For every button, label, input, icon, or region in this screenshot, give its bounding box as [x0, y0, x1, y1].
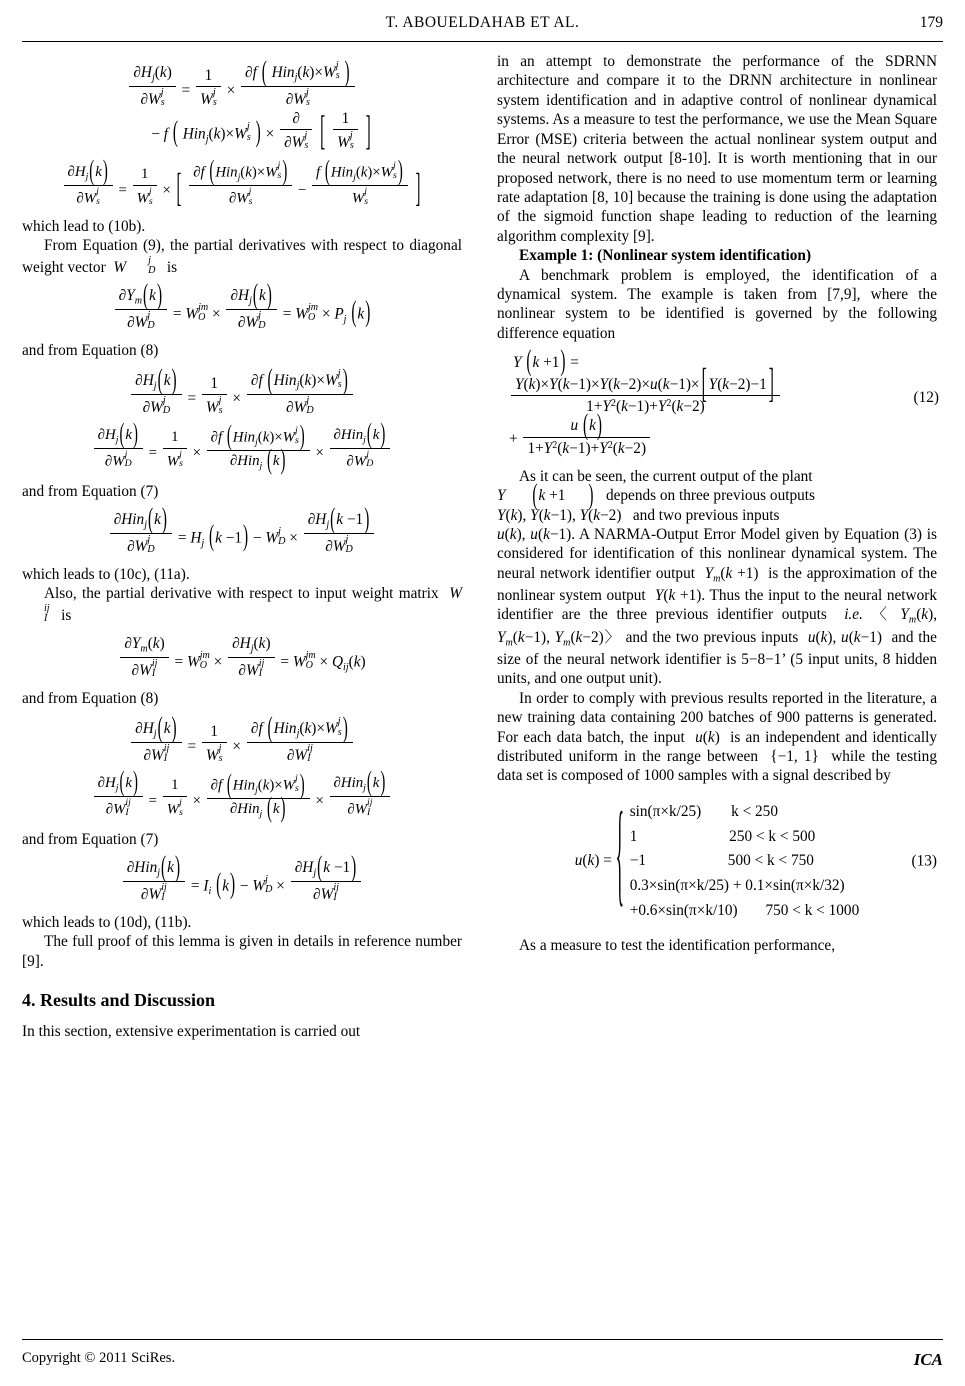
text-in-this-section: In this section, extensive experimentation is carried out	[22, 1023, 361, 1041]
equation-13: u(k) = { sin(π×k/25) k < 250 1 250 < k < 500 −1 500 < k < 750 0.3×sin(π×k/25) + 0.1×sin(π×k/32) +0.6×sin(π×k/10) 750 < k < 1000 (13)	[497, 800, 937, 924]
paragraph-plant-output: As it can be seen, the current output of the plant Y (k +1 ) depends on three previous outputs Y(k), Y(k−1), Y(k−2) and two previous inputs u(k), u(k−1). A NARMA-Output Error Model given by Equation (3) is considered for identification of this nonlinear dynamical system. The neural network identifier output $Y_m(k +1)$ is the approximation of the nonlinear system output Y(k +1). Thus the input to the neural network identifier are the three previous identifier outputs i.e. 〈 $Y_m(k)$, $Y_m(k-1)$, $Y_m(k-2)$〉 and the two previous inputs u(k), u(k−1) and the size of the neural network identifier is 5−8−1’ (5 input units, 8 hidden units, and one output unit).	[497, 467, 938, 688]
text-and-from-equation-8b: and from Equation (8)	[22, 689, 159, 707]
text-and-from-equation-7b: and from Equation (7)	[22, 830, 159, 848]
equation-dhin-dwd: ∂Hin$_j$(k) ∂W j D = $H_j$ (k −1) − W j D × $\partial H_j(k -1)$ ∂W j D	[22, 510, 462, 556]
case-row-2	[630, 825, 860, 850]
text-from-equation-9: From Equation (9), the partial derivatives with respect to diagonal weight vector W j D is	[22, 237, 462, 276]
paragraph-measure-performance: As a measure to test the identification performance,	[519, 936, 836, 954]
para3-part-b: depends on three previous outputs	[605, 487, 815, 505]
example-heading-paragraph	[497, 246, 937, 265]
equation-dhj-dws: $\partial H_j(k)$ ∂W j s = 1 W j s × ∂f ( Hin$_j$(k)×W j s ) ∂W j s − f ( Hin$_j$(k)×W j s ) × ∂ ∂W j s [ 1 W j s ]	[22, 61, 462, 152]
example-heading: Example 1: (Nonlinear system identification)	[519, 247, 812, 265]
copyright-text: Copyright © 2011 SciRes.	[22, 1350, 176, 1366]
para3-part-h: and the two previous inputs	[625, 628, 799, 646]
text-also-partial-derivative: Also, the partial derivative with respect to input weight matrix W ij I is	[44, 585, 462, 625]
right-column	[497, 52, 937, 955]
para3-part-a: As it can be seen, the current output of the plant	[519, 467, 813, 485]
text-also-part2: is	[61, 606, 72, 624]
equation-dhj-dws-combined: $\partial H_j(k)$ ∂W j s = 1 W j s × [ ∂f (Hin$_j$(k)×W j s ) ∂W j s − f (Hin$_j$(k)×W j s ) W j s ]	[22, 161, 462, 208]
case-1-cond: k < 250	[731, 802, 778, 820]
paragraph-benchmark: A benchmark problem is employed, the identification of a dynamical system. The example is taken from [7,9], where the nonlinear system to be identified is governed by the following difference equation	[497, 266, 937, 342]
case-5-expr: +0.6×sin(π×k/10)	[629, 901, 738, 919]
text-which-leads-10c-11a: which leads to (10c), (11a).	[22, 565, 190, 583]
equation-13-number: (13)	[911, 852, 937, 870]
paragraph-training-data: In order to comply with previous results reported in the literature, a new training data containing 200 batches of 900 patterns is generated. For each data batch, the input u(k) is an independent and identically distributed uniform in the range between {−1, 1} while the testing data set is composed of 1000 samples with a signal described by	[497, 689, 937, 785]
footer-rule	[22, 1339, 943, 1340]
equation-dym-dwi: $\partial Y_m(k)$ ∂W ij I = W jm O × $\partial H_j(k)$ ∂W ij I = W jm O × $Q_{ij}(k)$	[22, 634, 462, 680]
case-5-cond: 750 < k < 1000	[765, 901, 860, 919]
brace-glyph: {	[615, 796, 624, 920]
page-number: 179	[919, 14, 943, 31]
running-title: T. ABOUELDAHAB ET AL.	[385, 14, 580, 31]
para3-part-c: and two previous inputs	[632, 506, 780, 524]
equation-12-number: (12)	[913, 389, 939, 407]
case-row-4	[630, 874, 860, 899]
case-row-3	[630, 849, 860, 874]
case-2-expr: 1	[629, 827, 638, 845]
header-rule	[22, 41, 943, 42]
journal-abbrev: ICA	[913, 1350, 943, 1369]
para3-part-i: and the size of the neural network identifier is	[497, 628, 937, 668]
section-heading-results: 4. Results and Discussion	[22, 990, 216, 1011]
equation-dhj-dwi-1: $\partial H_j(k)$ ∂W ij I = 1 W j s × ∂f (Hin$_j$(k)×W j s ) ∂W ij I	[22, 717, 462, 765]
equation-12: Y (k +1) = $\frac{Y(k)\times Y(k-1)\times Y(k-2)\times u(k-1)\times [ Y(k-2)-1 ]}{1+Y^2(k-1)+Y^2(k-2)}$ (12) + $\frac{u (k)}{1+Y^2(k-1)+Y^2(k-2)}$	[509, 345, 939, 457]
case-4-expr: 0.3×sin(π×k/25) + 0.1×sin(π×k/32)	[629, 877, 845, 895]
text-also-part1: Also, the partial derivative with respect to input weight matrix	[44, 585, 439, 603]
case-2-cond: 250 < k < 500	[729, 827, 816, 845]
para4-part-a: In order to comply with previous results reported in the literature, a new training data containing 200 batches of 900 patterns is generated. For each data batch, the input	[497, 689, 937, 746]
case-row-1	[630, 800, 860, 825]
equation-dym-dwd: $\partial Y_m(k)$ ∂W j D = W jm O × $\partial H_j(k)$ ∂W j D = W jm O × $P_j$ (k)	[22, 286, 462, 332]
equation-dhj-dwi-2: $\partial H_j(k)$ ∂W ij I = 1 W j s × ∂f (Hin$_j$(k)×W j s ) ∂Hin$_j$ (k) × ∂Hin$_j$(k) ∂W ij I	[22, 774, 462, 821]
case-row-5	[630, 899, 860, 924]
text-which-lead-10b: which lead to (10b).	[22, 217, 146, 235]
left-column	[22, 52, 462, 1042]
para3-part-k: (5 input units, 8 hidden units, and one output unit).	[497, 650, 937, 688]
text-from-equation-9-part1: From Equation (9), the partial derivatives with respect to diagonal weight vector	[22, 237, 462, 276]
para4-part-b: is an independent and identically distributed uniform in the range between	[497, 728, 937, 766]
equation-dhj-dwd-2: $\partial H_j(k)$ ∂W j D = 1 W j s × ∂f (Hin$_j$(k)×W j s ) ∂Hin$_j$ (k) × ∂Hin$_j$(k) ∂W j D	[22, 426, 462, 473]
para3-ie: i.e.	[844, 606, 863, 624]
equation-dhj-dwd-1: $\partial H_j(k)$ ∂W j D = 1 W j s × ∂f (Hin$_j$(k)×W j s ) ∂W j D	[22, 369, 462, 417]
case-3-cond: 500 < k < 750	[727, 852, 814, 870]
case-3-expr: −1	[629, 852, 646, 870]
para3-part-e: is the approximation of the nonlinear system output	[497, 564, 937, 605]
text-from-equation-9-part2: is	[166, 258, 178, 276]
case-1-expr: sin(π×k/25)	[629, 802, 702, 820]
para4-part-c: while the testing data set is composed of 1000 samples with a signal described by	[497, 748, 937, 785]
footer	[22, 1350, 943, 1370]
text-and-from-equation-7a: and from Equation (7)	[22, 482, 159, 500]
para3-part-f: . Thus the input to the neural network identifier are the three previous identifier outputs	[497, 587, 937, 624]
running-head	[0, 14, 965, 40]
para3-architecture: 5−8−1	[741, 650, 782, 668]
equation-dhin-dwi: ∂Hin$_j$(k) ∂W ij I = $I_i$ (k) − W j D × $\partial H_j(k -1)$ ∂W ij I	[22, 858, 462, 904]
text-full-proof: The full proof of this lemma is given in details in reference number [9].	[22, 933, 462, 970]
para3-part-d: . A NARMA-Output Error Model given by Equation (3) is considered for identification of this nonlinear dynamical system. The neural network identifier output	[497, 525, 937, 582]
text-and-from-equation-8a: and from Equation (8)	[22, 341, 159, 359]
equation-13-cases	[615, 796, 860, 924]
text-which-leads-10d-11b: which leads to (10d), (11b).	[22, 914, 192, 931]
paragraph-sdrnn-performance: in an attempt to demonstrate the performance of the SDRNN architecture and compare it to the DRNN architecture in nonlinear system identification and in adaptive control of nonlinear dynamical systems. As a measure to test the performance, we use the Mean Square Error (MSE) criteria between the actual nonlinear system output and the neural network output [8-10]. It is worth mentioning that in our proposed network, there is no need to use momentum term or learning rate adaptation [8, 10] because the training is done using the adaptation of the sigmoid function shape leading to reduction of the learning algorithm complexity [9].	[497, 53, 937, 245]
